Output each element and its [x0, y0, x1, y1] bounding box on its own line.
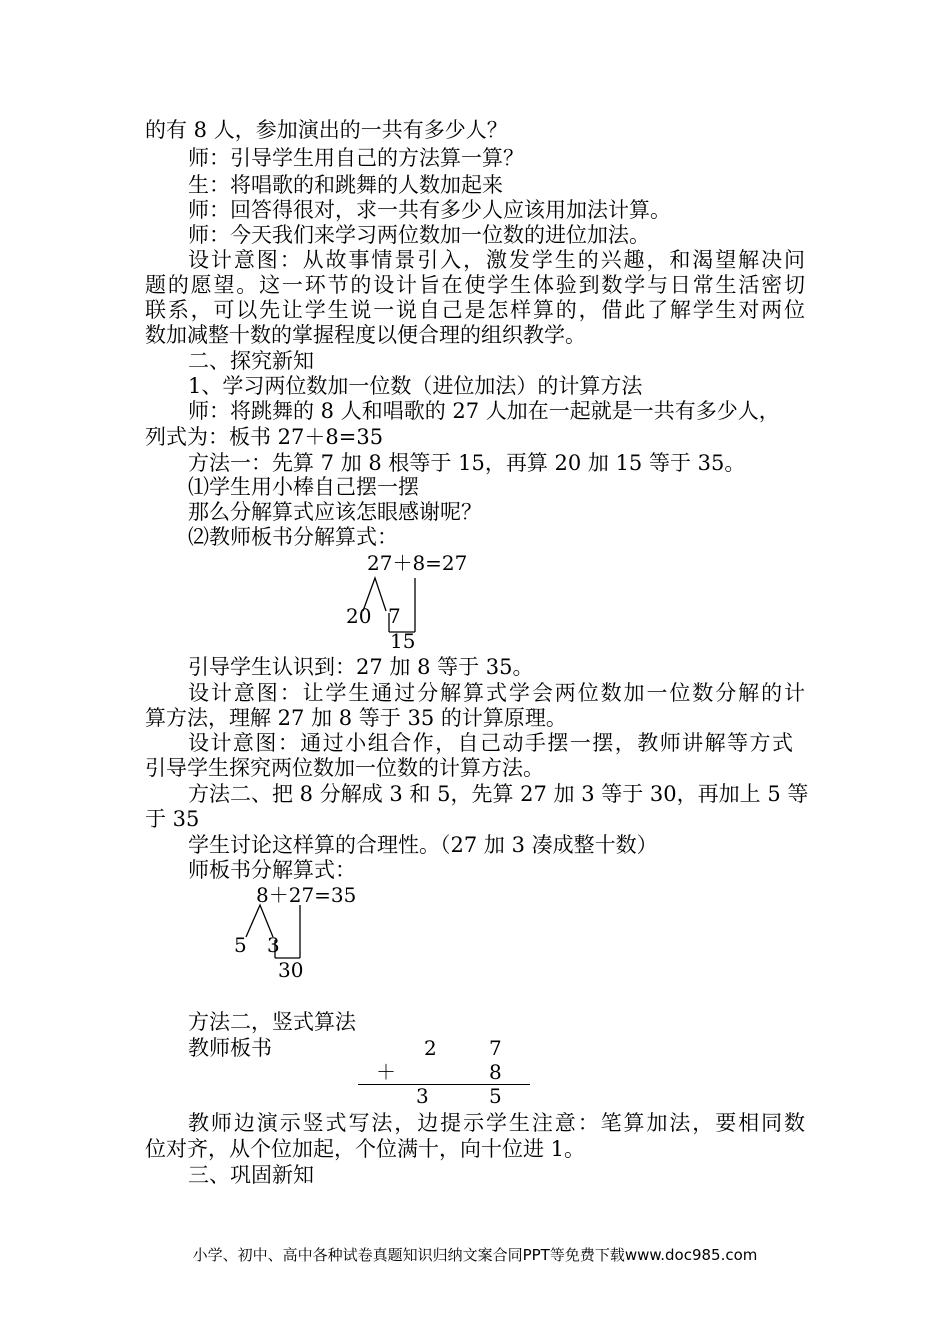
text-line: ⑴学生用小棒自己摆一摆	[188, 475, 419, 499]
text-line: 师：引导学生用自己的方法算一算？	[188, 146, 524, 170]
text-line: 位对齐，从个位加起，个位满十，向十位进 1。	[145, 1137, 586, 1161]
text-line: 方法一：先算 7 加 8 根等于 15，再算 20 加 15 等于 35。	[188, 451, 746, 475]
vertical-result-tens: 3	[416, 1084, 429, 1108]
text-line: 引导学生探究两位数加一位数的计算方法。	[145, 756, 544, 780]
diagram-sum: 30	[278, 958, 304, 982]
text-line: 教师板书	[188, 1036, 272, 1060]
diagram-right-part: 3	[267, 933, 280, 957]
text-line: 生：将唱歌的和跳舞的人数加起来	[188, 173, 503, 197]
diagram-equation: 27＋8=27	[367, 551, 468, 575]
diagram-sum: 15	[390, 629, 416, 653]
vertical-rule	[358, 1084, 530, 1085]
text-line: 那么分解算式应该怎眼感谢呢？	[188, 500, 482, 524]
text-line: 师板书分解算式：	[188, 858, 356, 882]
text-line: 方法二，竖式算法	[188, 1010, 356, 1034]
text-line: 引导学生认识到：27 加 8 等于 35。	[188, 655, 534, 679]
text-line: 师：回答得很对，求一共有多少人应该用加法计算。	[188, 198, 671, 222]
text-line: 列式为：板书 27＋8=35	[145, 425, 384, 449]
text-line: ⑵教师板书分解算式：	[188, 525, 398, 549]
text-line: 师：将跳舞的 8 人和唱歌的 27 人加在一起就是一共有多少人，	[188, 399, 780, 423]
text-line: 联系，可以先让学生说一说自己是怎样算的，借此了解学生对两位	[145, 298, 805, 322]
text-line: 的有 8 人，参加演出的一共有多少人？	[145, 118, 508, 142]
page-footer: 小学、初中、高中各种试卷真题知识归纳文案合同PPT等免费下载www.doc985.com	[192, 1246, 758, 1264]
section-heading: 三、巩固新知	[188, 1163, 314, 1187]
diagram-left-part: 20	[346, 604, 372, 628]
text-line: 题的愿望。这一环节的设计旨在使学生体验到数学与日常生活密切	[145, 273, 805, 297]
diagram-left-part: 5	[234, 933, 247, 957]
text-line: 设计意图：通过小组合作，自己动手摆一摆，教师讲解等方式	[188, 731, 793, 755]
section-heading: 二、探究新知	[188, 349, 314, 373]
vertical-top-ones: 7	[489, 1036, 502, 1060]
diagram-right-part: 7	[388, 604, 401, 628]
diagram-equation: 8＋27=35	[256, 883, 357, 907]
text-line: 师：今天我们来学习两位数加一位数的进位加法。	[188, 223, 650, 247]
vertical-bottom-ones: 8	[489, 1060, 502, 1084]
text-line: 设计意图：让学生通过分解算式学会两位数加一位数分解的计	[188, 681, 805, 705]
vertical-result-ones: 5	[489, 1084, 502, 1108]
text-line: 算方法，理解 27 加 8 等于 35 的计算原理。	[145, 706, 567, 730]
text-line: 方法二、把 8 分解成 3 和 5，先算 27 加 3 等于 30，再加上 5 等	[188, 782, 809, 806]
text-line: 于 35	[145, 807, 200, 831]
text-line: 设计意图：从故事情景引入，激发学生的兴趣，和渴望解决问	[188, 248, 805, 272]
vertical-top-tens: 2	[424, 1036, 437, 1060]
text-line: 教师边演示竖式写法，边提示学生注意：笔算加法，要相同数	[188, 1111, 805, 1135]
vertical-plus-sign: ＋	[376, 1060, 396, 1084]
text-line: 学生讨论这样算的合理性。（27 加 3 凑成整十数）	[188, 833, 658, 857]
text-line: 数加减整十数的掌握程度以便合理的组织教学。	[145, 323, 586, 347]
subsection-heading: 1、学习两位数加一位数（进位加法）的计算方法	[188, 374, 643, 398]
